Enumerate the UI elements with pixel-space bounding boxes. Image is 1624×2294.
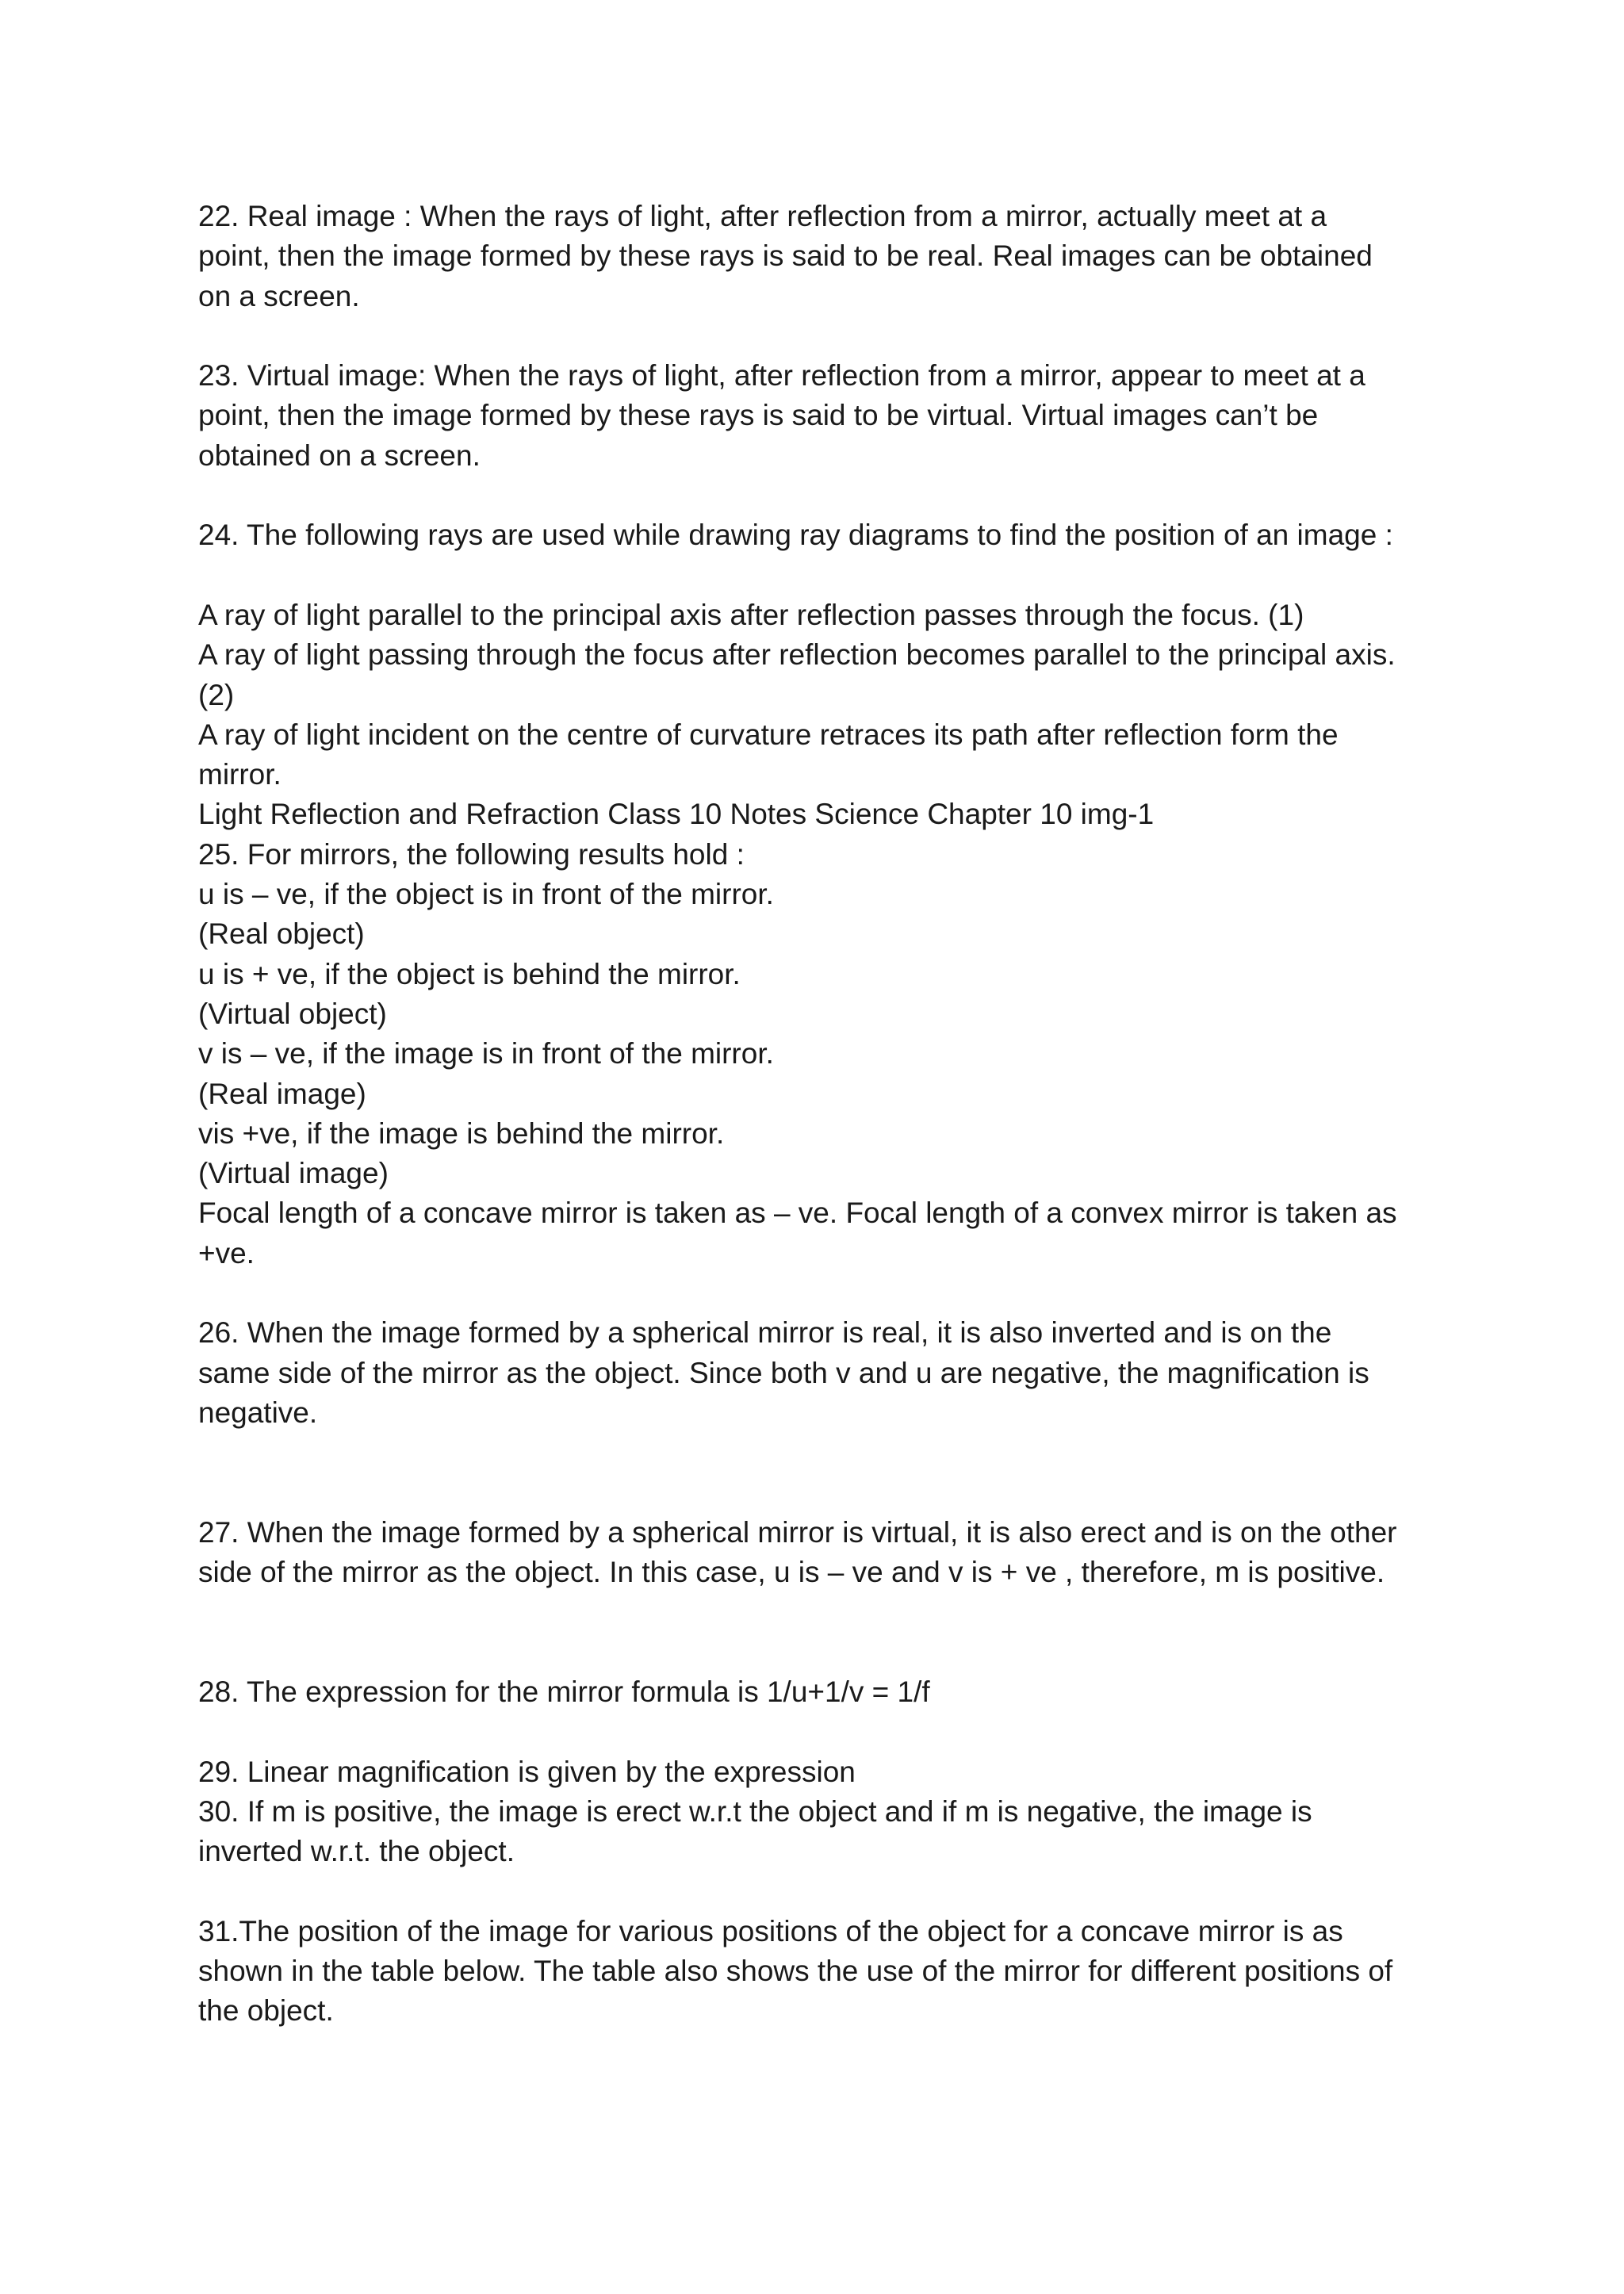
- text-line: 29. Linear magnification is given by the expression: [198, 1755, 856, 1788]
- text-line: negative.: [198, 1396, 318, 1429]
- text-line: 30. If m is positive, the image is erect w.r.t the object and if m is negative, the image is: [198, 1794, 1312, 1828]
- text-line: shown in the table below. The table also shows the use of the mirror for different positions of: [198, 1955, 1393, 1988]
- paragraph-ray-rules: [198, 596, 1451, 835]
- text-line: 23. Virtual image: When the rays of light, after reflection from a mirror, appear to meet at a: [198, 359, 1365, 393]
- text-line: (Real image): [198, 1077, 366, 1110]
- text-line: (Virtual image): [198, 1157, 389, 1190]
- text-line: (2): [198, 678, 235, 711]
- text-line: side of the mirror as the object. In this case, u is – ve and v is + ve , therefore, m is positive.: [198, 1556, 1385, 1589]
- text-line: mirror.: [198, 758, 282, 791]
- text-line: A ray of light parallel to the principal axis after reflection passes through the focus. (1): [198, 598, 1304, 631]
- text-line: Focal length of a concave mirror is taken as – ve. Focal length of a convex mirror is taken as: [198, 1197, 1397, 1230]
- image-caption: Light Reflection and Refraction Class 10 Notes Science Chapter 10 img-1: [198, 798, 1155, 831]
- text-line: +ve.: [198, 1236, 255, 1270]
- text-line: 22. Real image : When the rays of light, after reflection from a mirror, actually meet at a: [198, 200, 1327, 232]
- paragraph-virtual-image-magnification: [198, 1513, 1451, 1593]
- document-page: [198, 197, 1451, 2032]
- paragraph-concave-mirror-table-intro: [198, 1912, 1451, 2032]
- paragraph-linear-magnification: [198, 1752, 1451, 1872]
- text-line: 31.The position of the image for various positions of the object for a concave mirror is as: [198, 1914, 1343, 1947]
- text-line: point, then the image formed by these rays is said to be virtual. Virtual images can’t be: [198, 399, 1319, 432]
- text-line: u is – ve, if the object is in front of the mirror.: [198, 878, 774, 911]
- text-line: the object.: [198, 1994, 334, 2028]
- text-line: 25. For mirrors, the following results hold :: [198, 837, 745, 871]
- paragraph-real-image-magnification: [198, 1313, 1451, 1433]
- text-line: same side of the mirror as the object. Since both v and u are negative, the magnification is: [198, 1356, 1369, 1389]
- paragraph-sign-convention: [198, 835, 1451, 1273]
- text-line: 26. When the image formed by a spherical mirror is real, it is also inverted and is on the: [198, 1316, 1332, 1350]
- text-line: point, then the image formed by these rays is said to be real. Real images can be obtained: [198, 239, 1373, 273]
- text-line: 27. When the image formed by a spherical mirror is virtual, it is also erect and is on the other: [198, 1515, 1397, 1549]
- text-line: u is + ve, if the object is behind the mirror.: [198, 957, 741, 990]
- text-line: (Real object): [198, 917, 365, 951]
- paragraph-virtual-image: [198, 356, 1451, 476]
- text-line: v is – ve, if the image is in front of the mirror.: [198, 1037, 774, 1070]
- paragraph-ray-diagram-heading: [198, 515, 1451, 555]
- text-line: on a screen.: [198, 279, 360, 312]
- text-line: 28. The expression for the mirror formula is 1/u+1/v = 1/f: [198, 1675, 930, 1708]
- text-line: vis +ve, if the image is behind the mirror.: [198, 1116, 725, 1150]
- text-line: obtained on a screen.: [198, 439, 481, 472]
- paragraph-mirror-formula: [198, 1672, 1451, 1712]
- text-line: A ray of light incident on the centre of curvature retraces its path after reflection form the: [198, 718, 1339, 751]
- text-line: inverted w.r.t. the object.: [198, 1835, 515, 1868]
- text-line: 24. The following rays are used while drawing ray diagrams to find the position of an image :: [198, 519, 1393, 552]
- text-line: (Virtual object): [198, 997, 387, 1030]
- paragraph-real-image: [198, 197, 1451, 316]
- text-line: A ray of light passing through the focus after reflection becomes parallel to the principal axis.: [198, 638, 1396, 672]
